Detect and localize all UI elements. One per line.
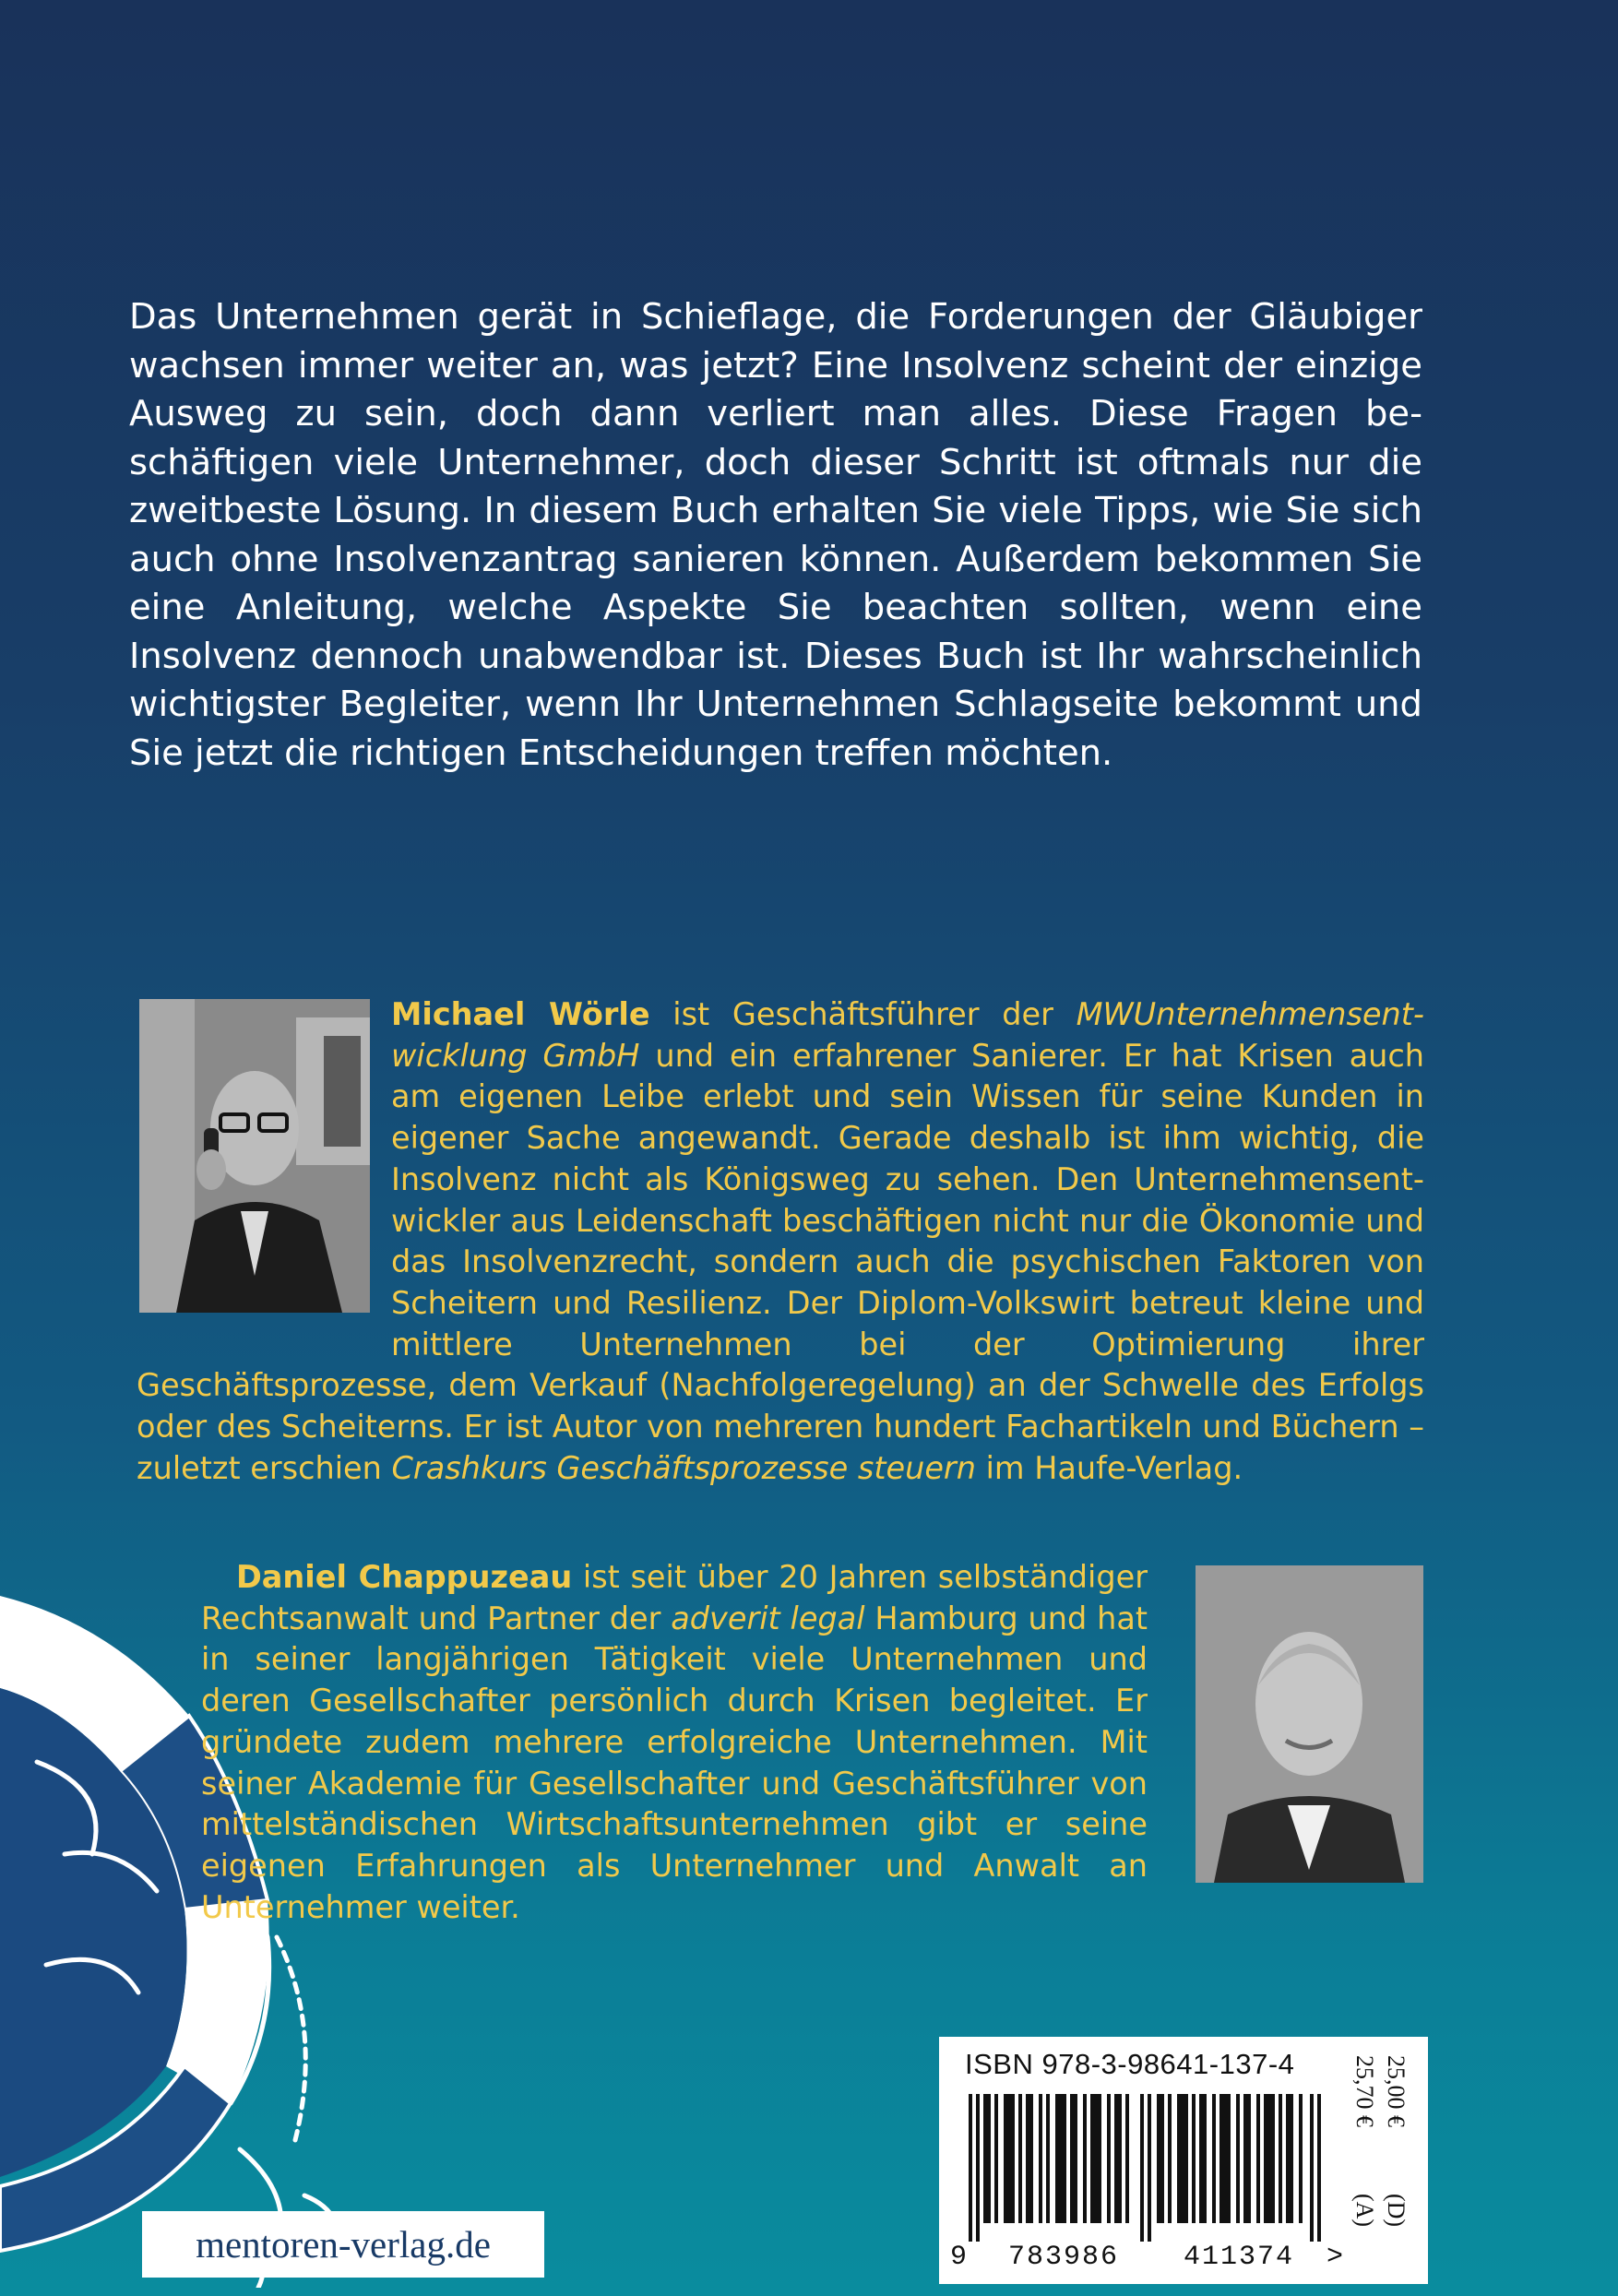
price-de: 25,00 €(D) <box>1383 2055 1410 2228</box>
author-name-daniel: Daniel Chappuzeau <box>236 1559 573 1595</box>
barcode-box <box>939 2037 1428 2284</box>
isbn-label: ISBN 978-3-98641-137-4 <box>965 2048 1295 2080</box>
ean-quiet-mark: > <box>1327 2242 1346 2273</box>
blurb-text: Das Unternehmen gerät in Schieflage, die Forderungen der Gläubiger wachsen immer weiter an, was jetzt? Eine Insolvenz scheint der einzige Ausweg zu sein, doch dann verliert man alles. Diese Fragen beschäftigen viele Unternehmer, doch dieser Schritt ist oftmals nur die zweitbeste Lösung. In diesem Buch erhalten Sie viele Tipps, wie Sie sich auch ohne Insolvenzantrag sanieren können. Außerdem bekommen Sie eine Anleitung, welche Aspekte Sie beachten sollten, wenn eine Insolvenz dennoch unabwendbar ist. Dieses Buch ist Ihr wahrscheinlich wichtigster Begleiter, wenn Ihr Unternehmen Schlagseite bekommt und Sie jetzt die richtigen Entscheidungen treffen möchten. <box>129 296 1422 774</box>
author-bio-michael: Michael Wörle ist Geschäftsführer der MWUnternehmensentwicklung GmbH und ein erfahrener Sanierer. Er hat Krisen auch am eigenen Leibe erlebt und sein Wissen für seine Kunden in eigener Sache angewandt. Gerade deshalb ist ihm wichtig, die Insolvenz nicht als Königsweg zu sehen. Den Unternehmensentwickler aus Leidenschaft beschäftigen nicht nur die Ökonomie und das Insolvenzrecht, sondern auch die psychischen Faktoren von Scheitern und Resilienz. Der Diplom-Volkswirt betreut kleine und mittlere Unternehmen bei der Optimierung ihrer Geschäftsprozesse, dem Verkauf (Nachfolgeregelung) an der Schwelle des Erfolgs oder des Scheiterns. Er ist Autor von mehreren hundert Fachartikeln und Büchern – zuletzt erschien Crashkurs Geschäftsprozesse steuern im Haufe-Verlag. <box>137 996 1425 1486</box>
ean-first-digit: 9 <box>950 2242 970 2273</box>
barcode-bars <box>959 2094 1338 2242</box>
author-bio-daniel: Daniel Chappuzeau ist seit über 20 Jahren selbständiger Rechtsanwalt und Partner der adverit legal Hamburg und hat in seiner langjährigen Tätigkeit viele Unternehmen und deren Gesellschafter persönlich durch Krisen begleitet. Er gründete zudem mehrere erfolgreiche Unternehmen. Mit seiner Akademie für Gesellschafter und Geschäftsführer von mittelständischen Wirtschaftsunternehmen gibt er seine eigenen Erfahrungen als Unternehmer und Anwalt an Unternehmer weiter. <box>201 1557 1424 1928</box>
price-at: 25,70 €(A) <box>1351 2055 1378 2228</box>
book-title: Crashkurs Geschäftsprozesse steuern <box>391 1449 976 1486</box>
photo-spacer-2 <box>1148 1557 1424 1922</box>
ean-right-group: 411374 <box>1183 2242 1295 2273</box>
company-name: MWUnternehmensentwicklung GmbH <box>391 996 1424 1074</box>
author-name-michael: Michael Wörle <box>391 996 650 1032</box>
ean-digits <box>950 2242 1354 2273</box>
photo-spacer <box>137 994 391 1336</box>
ean-left-group: 783986 <box>1007 2242 1120 2273</box>
publisher-website[interactable]: mentoren-verlag.de <box>142 2211 544 2278</box>
law-firm-name: adverit legal <box>671 1600 865 1636</box>
